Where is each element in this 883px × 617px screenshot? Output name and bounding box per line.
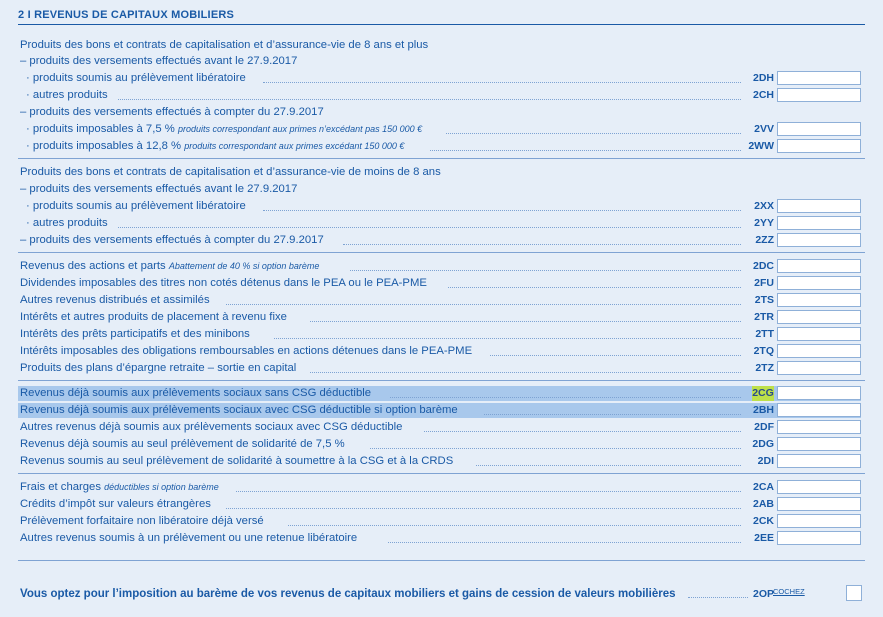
box-code: 2DC: [752, 260, 774, 272]
section-title: 2 I REVENUS DE CAPITAUX MOBILIERS: [18, 9, 235, 21]
input-2CH[interactable]: [777, 88, 861, 102]
box-code: 2DI: [757, 455, 774, 467]
leader-dots: [226, 293, 741, 305]
row-label: · produits soumis au prélèvement libératoire: [26, 200, 246, 212]
input-2VV[interactable]: [777, 122, 861, 136]
row-2WW: [18, 139, 861, 154]
row-2TZ: [18, 361, 861, 376]
row-2TS: [18, 293, 861, 308]
leader-dots: [490, 344, 741, 356]
option-label: Vous optez pour l’imposition au barème de vos revenus de capitaux mobiliers et gains de cession de valeurs mobilières: [20, 588, 676, 600]
group-divider: [18, 560, 865, 561]
row-note: produits correspondant aux primes n’excédant pas 150 000 €: [177, 124, 423, 134]
box-code: 2AB: [752, 498, 774, 510]
row-2DH: [18, 71, 861, 86]
input-2DI[interactable]: [777, 454, 861, 468]
row-note: Abattement de 40 % si option barème: [168, 261, 320, 271]
row-label: Autres revenus soumis à un prélèvement ou une retenue libératoire: [20, 532, 358, 544]
row-2DG: [18, 437, 861, 452]
box-code: 2CK: [752, 515, 774, 527]
leader-dots: [343, 233, 741, 245]
row-label: Intérêts imposables des obligations remboursables en actions détenues dans le PEA-PME: [20, 345, 473, 357]
leader-dots: [430, 139, 741, 151]
input-2EE[interactable]: [777, 531, 861, 545]
row-label: Revenus déjà soumis au seul prélèvement de solidarité de 7,5 %: [20, 438, 345, 450]
box-code: 2DF: [754, 421, 774, 433]
box-code: 2TT: [755, 328, 774, 340]
box-code: 2BH: [752, 404, 774, 416]
leader-dots: [484, 403, 741, 415]
row-label: Revenus soumis au seul prélèvement de solidarité à soumettre à la CSG et à la CRDS: [20, 455, 454, 467]
row-2VV: [18, 122, 861, 137]
row-label: Autres revenus distribués et assimilés: [20, 294, 210, 306]
row-2DC: [18, 259, 861, 274]
input-2DC[interactable]: [777, 259, 861, 273]
row-label: Revenus déjà soumis aux prélèvements sociaux sans CSG déductible: [20, 387, 372, 399]
row-2FU: [18, 276, 861, 291]
row-label: Intérêts et autres produits de placement à revenu fixe: [20, 311, 287, 323]
box-code: 2WW: [748, 140, 774, 152]
input-2AB[interactable]: [777, 497, 861, 511]
box-code: 2XX: [754, 200, 774, 212]
row-note: produits correspondant aux primes excédant 150 000 €: [184, 141, 405, 151]
input-2ZZ[interactable]: [777, 233, 861, 247]
leader-dots: [390, 386, 741, 398]
box-code: 2CH: [752, 89, 774, 101]
row-note: déductibles si option barème: [104, 482, 219, 492]
row-label: – produits des versements effectués à compter du 27.9.2017: [20, 234, 324, 246]
input-2BH[interactable]: [777, 403, 861, 417]
box-code: 2CA: [752, 481, 774, 493]
row-2AB: [18, 497, 861, 512]
row-label: · autres produits: [26, 217, 108, 229]
box-code: 2TR: [754, 311, 774, 323]
row-label: · produits soumis au prélèvement libératoire: [26, 72, 246, 84]
box-code: 2TS: [754, 294, 774, 306]
leader-dots: [476, 454, 741, 466]
input-2XX[interactable]: [777, 199, 861, 213]
input-2FU[interactable]: [777, 276, 861, 290]
row-label: Autres revenus déjà soumis aux prélèvements sociaux avec CSG déductible: [20, 421, 403, 433]
input-2DF[interactable]: [777, 420, 861, 434]
option-2OP-checkbox[interactable]: [846, 585, 862, 601]
row-label: · produits imposables à 7,5 % produits correspondant aux primes n’excédant pas 150 000 €: [26, 123, 423, 135]
input-2YY[interactable]: [777, 216, 861, 230]
box-code: 2ZZ: [755, 234, 774, 246]
box-code: 2FU: [754, 277, 774, 289]
group-divider: [18, 380, 865, 381]
leader-dots: [288, 514, 741, 526]
leader-dots: [424, 420, 741, 432]
leader-dots: [448, 276, 741, 288]
row-2EE: [18, 531, 861, 546]
row-label: Frais et charges déductibles si option barème: [20, 481, 219, 493]
box-code: 2TZ: [755, 362, 774, 374]
group1-sub1: – produits des versements effectués avant le 27.9.2017: [20, 55, 298, 67]
group-divider: [18, 473, 865, 474]
leader-dots: [370, 437, 741, 449]
group-divider: [18, 158, 865, 159]
group-divider: [18, 252, 865, 253]
leader-dots: [350, 259, 741, 271]
box-code: 2YY: [754, 217, 774, 229]
leader-dots: [688, 585, 748, 598]
row-2TR: [18, 310, 861, 325]
row-2CG: [18, 386, 861, 401]
row-2DI: [18, 454, 861, 469]
row-label: · autres produits: [26, 89, 108, 101]
header-divider: [18, 24, 865, 25]
row-2TQ: [18, 344, 861, 359]
row-label: Revenus des actions et parts Abattement de 40 % si option barème: [20, 260, 320, 272]
row-2XX: [18, 199, 861, 214]
box-code: 2VV: [754, 123, 774, 135]
row-2YY: [18, 216, 861, 231]
row-2TT: [18, 327, 861, 342]
input-2DH[interactable]: [777, 71, 861, 85]
row-2CH: [18, 88, 861, 103]
input-2CA[interactable]: [777, 480, 861, 494]
row-2CA: [18, 480, 861, 495]
input-2TQ[interactable]: [777, 344, 861, 358]
leader-dots: [236, 480, 741, 492]
input-2WW[interactable]: [777, 139, 861, 153]
row-label: Dividendes imposables des titres non cotés détenus dans le PEA ou le PEA-PME: [20, 277, 427, 289]
input-2CG[interactable]: [777, 386, 861, 400]
box-code: 2DG: [752, 438, 774, 450]
row-label: Prélèvement forfaitaire non libératoire déjà versé: [20, 515, 264, 527]
row-2DF: [18, 420, 861, 435]
cochez-label: COCHEZ: [773, 587, 805, 596]
row-2OP: [20, 585, 863, 603]
row-label: · produits imposables à 12,8 % produits correspondant aux primes excédant 150 000 €: [26, 140, 405, 152]
row-2BH: [18, 403, 861, 418]
box-code: 2OP: [752, 588, 774, 600]
row-2CK: [18, 514, 861, 529]
group2-sub1: – produits des versements effectués avant le 27.9.2017: [20, 183, 298, 195]
group1-heading: Produits des bons et contrats de capitalisation et d’assurance-vie de 8 ans et plus: [20, 39, 429, 51]
leader-dots: [388, 531, 741, 543]
leader-dots: [118, 88, 741, 100]
box-code: 2DH: [752, 72, 774, 84]
box-code: 2TQ: [753, 345, 774, 357]
leader-dots: [310, 310, 741, 322]
leader-dots: [263, 199, 741, 211]
row-label: Crédits d’impôt sur valeurs étrangères: [20, 498, 211, 510]
input-2TZ[interactable]: [777, 361, 861, 375]
box-code: 2EE: [754, 532, 774, 544]
row-label: Produits des plans d’épargne retraite – sortie en capital: [20, 362, 297, 374]
box-code: 2CG: [752, 387, 774, 399]
input-2TT[interactable]: [777, 327, 861, 341]
input-2TS[interactable]: [777, 293, 861, 307]
group2-heading: Produits des bons et contrats de capitalisation et d’assurance-vie de moins de 8 ans: [20, 166, 441, 178]
leader-dots: [263, 71, 741, 83]
input-2CK[interactable]: [777, 514, 861, 528]
row-label: Revenus déjà soumis aux prélèvements sociaux avec CSG déductible si option barème: [20, 404, 458, 416]
leader-dots: [274, 327, 741, 339]
input-2DG[interactable]: [777, 437, 861, 451]
group1-sub2: – produits des versements effectués à compter du 27.9.2017: [20, 106, 324, 118]
leader-dots: [226, 497, 741, 509]
leader-dots: [310, 361, 741, 373]
row-2ZZ: [18, 233, 861, 248]
row-label: Intérêts des prêts participatifs et des minibons: [20, 328, 250, 340]
leader-dots: [446, 122, 741, 134]
leader-dots: [118, 216, 741, 228]
input-2TR[interactable]: [777, 310, 861, 324]
